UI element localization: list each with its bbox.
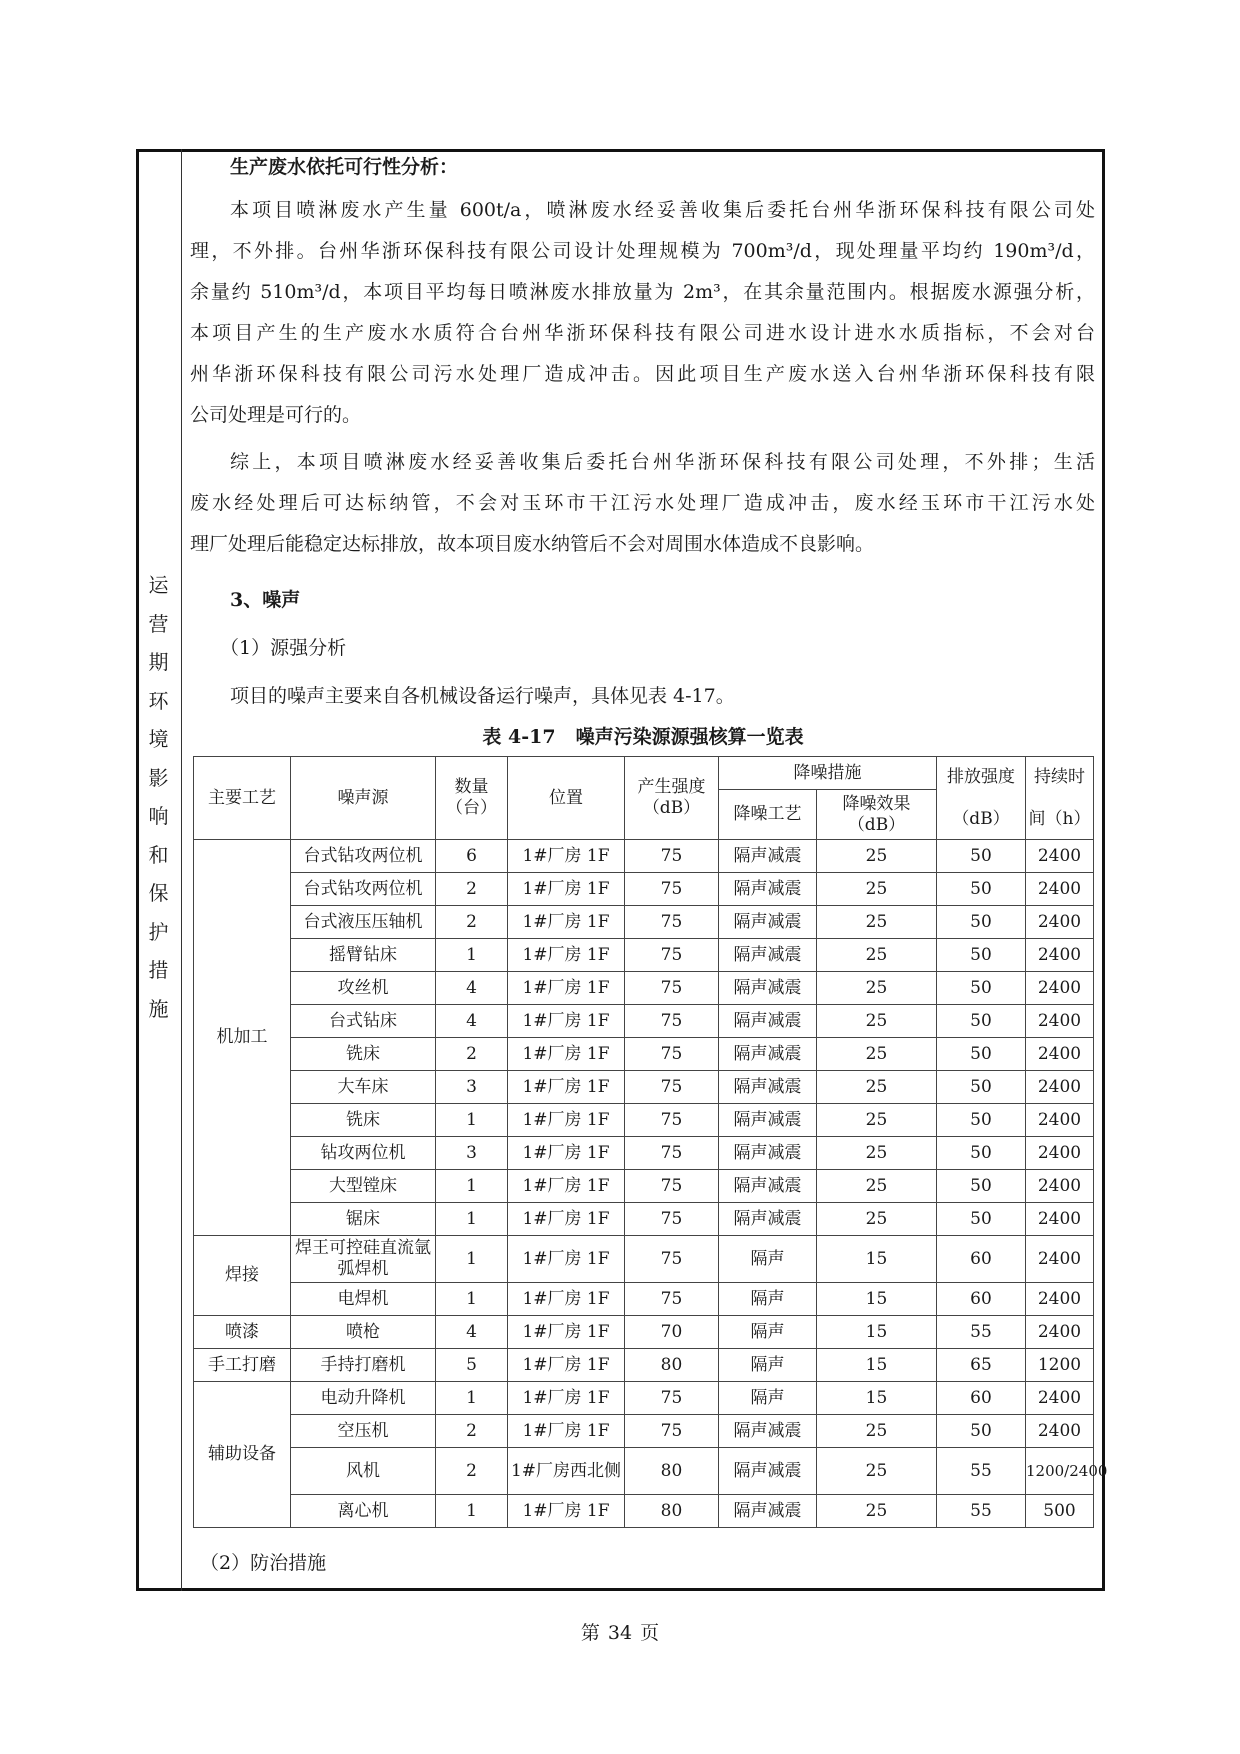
side-label-char: 影 [148,765,169,790]
level-cell: 75 [625,939,719,972]
level-cell: 75 [625,840,719,873]
qty-cell: 2 [436,906,508,939]
side-label-char: 和 [148,842,169,867]
duration-cell: 2400 [1026,840,1094,873]
side-label-char: 响 [148,804,169,828]
level-cell: 75 [625,906,719,939]
side-label-vertical [136,566,181,1028]
duration-cell: 2400 [1026,1071,1094,1104]
qty-cell: 1 [436,1203,508,1236]
level-cell: 75 [625,1005,719,1038]
side-label-char: 营 [148,611,169,636]
source-cell: 钻攻两位机 [291,1137,436,1170]
table-row [194,1236,1094,1283]
measure-cell: 隔声 [719,1236,817,1283]
duration-cell: 2400 [1026,873,1094,906]
emission-cell: 50 [937,1071,1026,1104]
effect-cell: 15 [817,1349,937,1382]
table-row [194,1137,1094,1170]
level-cell: 75 [625,1382,719,1415]
source-cell: 空压机 [291,1415,436,1448]
duration-cell: 500 [1026,1495,1094,1528]
emission-cell: 50 [937,1170,1026,1203]
duration-cell: 2400 [1026,1137,1094,1170]
qty-cell: 1 [436,1495,508,1528]
emission-cell: 60 [937,1236,1026,1283]
location-cell: 1#厂房 1F [508,1203,625,1236]
qty-cell: 3 [436,1071,508,1104]
noise-intro: 项目的噪声主要来自各机械设备运行噪声，具体见表 4-17。 [230,685,735,707]
table-caption [193,722,1093,752]
level-cell: 80 [625,1495,719,1528]
location-cell: 1#厂房 1F [508,1349,625,1382]
table-row [194,1415,1094,1448]
emission-cell: 50 [937,939,1026,972]
para1_lines-line: 本项目产生的生产废水水质符合台州华浙环保科技有限公司进水设计进水水质指标，不会对台 [190,322,1095,344]
header-location: 位置 [508,757,625,840]
table-row [194,1283,1094,1316]
para2_lines-line: 理厂处理后能稳定达标排放，故本项目废水纳管后不会对周围水体造成不良影响。 [190,533,875,555]
qty-cell: 2 [436,1415,508,1448]
table-row [194,840,1094,873]
para1_lines-line: 余量约 510m³/d，本项目平均每日喷淋废水排放量为 2m³，在其余量范围内。根据废水源强分析， [190,281,1095,303]
level-cell: 75 [625,1071,719,1104]
effect-cell: 15 [817,1382,937,1415]
effect-cell: 25 [817,1071,937,1104]
page-number: 第 34 页 [580,1622,660,1644]
measure-cell: 隔声减震 [719,1005,817,1038]
side-label-char: 措 [148,958,169,982]
effect-cell: 25 [817,1203,937,1236]
qty-cell: 2 [436,1448,508,1495]
process-cell: 喷漆 [194,1316,291,1349]
qty-cell: 1 [436,1283,508,1316]
process-cell: 手工打磨 [194,1349,291,1382]
header-quantity: 数量 （台） [436,757,508,840]
level-cell: 75 [625,1104,719,1137]
measure-cell: 隔声 [719,1283,817,1316]
measure-cell: 隔声减震 [719,1203,817,1236]
qty-cell: 1 [436,1170,508,1203]
effect-cell: 25 [817,1137,937,1170]
qty-cell: 4 [436,972,508,1005]
location-cell: 1#厂房 1F [508,1005,625,1038]
source-cell: 手持打磨机 [291,1349,436,1382]
source-cell: 大车床 [291,1071,436,1104]
measure-cell: 隔声 [719,1382,817,1415]
source-cell: 风机 [291,1448,436,1495]
qty-cell: 6 [436,840,508,873]
duration-cell: 2400 [1026,972,1094,1005]
level-cell: 75 [625,1236,719,1283]
measure-cell: 隔声减震 [719,1448,817,1495]
side-label-char: 保 [148,881,169,905]
emission-cell: 55 [937,1316,1026,1349]
duration-cell: 2400 [1026,1236,1094,1283]
duration-cell: 2400 [1026,1170,1094,1203]
header-measures: 降噪措施 [719,757,937,790]
source-cell: 离心机 [291,1495,436,1528]
effect-cell: 25 [817,939,937,972]
column-divider [181,149,182,1591]
level-cell: 75 [625,873,719,906]
table-row [194,972,1094,1005]
duration-cell: 2400 [1026,1104,1094,1137]
effect-cell: 25 [817,906,937,939]
para1_lines-line: 理，不外排。台州华浙环保科技有限公司设计处理规模为 700m³/d，现处理量平均约 190m³/d， [190,240,1095,262]
effect-cell: 25 [817,873,937,906]
source-cell: 大型镗床 [291,1170,436,1203]
table-number: 表 4-17 [482,726,556,748]
location-cell: 1#厂房西北侧 [508,1448,625,1495]
effect-cell: 25 [817,1038,937,1071]
level-cell: 75 [625,1203,719,1236]
duration-cell: 1200/2400 [1026,1448,1094,1495]
header-process: 主要工艺 [194,757,291,840]
level-cell: 75 [625,1170,719,1203]
feasibility-heading: 生产废水依托可行性分析： [230,156,459,178]
duration-cell: 2400 [1026,1316,1094,1349]
process-cell: 机加工 [194,840,291,1236]
qty-cell: 1 [436,1236,508,1283]
measure-cell: 隔声减震 [719,873,817,906]
emission-cell: 50 [937,972,1026,1005]
qty-cell: 2 [436,873,508,906]
effect-cell: 25 [817,1005,937,1038]
location-cell: 1#厂房 1F [508,1170,625,1203]
source-cell: 摇臂钻床 [291,939,436,972]
location-cell: 1#厂房 1F [508,1283,625,1316]
measure-cell: 隔声减震 [719,1137,817,1170]
level-cell: 75 [625,972,719,1005]
qty-cell: 1 [436,1104,508,1137]
side-label-char: 期 [148,650,169,674]
duration-cell: 2400 [1026,1203,1094,1236]
header-level: 产生强度 （dB） [625,757,719,840]
location-cell: 1#厂房 1F [508,939,625,972]
process-cell: 焊接 [194,1236,291,1316]
table-row [194,1104,1094,1137]
source-cell: 攻丝机 [291,972,436,1005]
effect-cell: 25 [817,1104,937,1137]
effect-cell: 25 [817,840,937,873]
table-row [194,906,1094,939]
table-title: 噪声污染源源强核算一览表 [575,726,804,748]
process-cell: 辅助设备 [194,1382,291,1528]
header-source: 噪声源 [291,757,436,840]
measure-cell: 隔声减震 [719,1038,817,1071]
side-label-char: 护 [148,919,169,944]
emission-cell: 50 [937,1104,1026,1137]
measure-cell: 隔声减震 [719,972,817,1005]
qty-cell: 4 [436,1316,508,1349]
table-row [194,1316,1094,1349]
location-cell: 1#厂房 1F [508,1236,625,1283]
side-label-char: 境 [148,727,169,751]
effect-cell: 25 [817,1495,937,1528]
location-cell: 1#厂房 1F [508,1071,625,1104]
table-row [194,1495,1094,1528]
source-cell: 焊王可控硅直流氩弧焊机 [291,1236,436,1283]
location-cell: 1#厂房 1F [508,1137,625,1170]
effect-cell: 25 [817,1170,937,1203]
level-cell: 70 [625,1316,719,1349]
location-cell: 1#厂房 1F [508,1316,625,1349]
prevention-subheading: （2）防治措施 [200,1552,327,1574]
emission-cell: 50 [937,840,1026,873]
table-row [194,873,1094,906]
measure-cell: 隔声减震 [719,939,817,972]
source-cell: 台式钻攻两位机 [291,873,436,906]
location-cell: 1#厂房 1F [508,972,625,1005]
header-effect: 降噪效果 （dB） [817,790,937,840]
location-cell: 1#厂房 1F [508,1495,625,1528]
measure-cell: 隔声减震 [719,1495,817,1528]
measure-cell: 隔声 [719,1349,817,1382]
measure-cell: 隔声减震 [719,906,817,939]
qty-cell: 5 [436,1349,508,1382]
table-header-row [194,757,1094,790]
qty-cell: 3 [436,1137,508,1170]
effect-cell: 25 [817,1448,937,1495]
source-cell: 台式钻床 [291,1005,436,1038]
measure-cell: 隔声减震 [719,840,817,873]
duration-cell: 2400 [1026,1283,1094,1316]
effect-cell: 25 [817,972,937,1005]
duration-cell: 2400 [1026,906,1094,939]
qty-cell: 4 [436,1005,508,1038]
emission-cell: 65 [937,1349,1026,1382]
emission-cell: 50 [937,1038,1026,1071]
effect-cell: 15 [817,1236,937,1283]
noise-source-table [193,756,1108,1528]
emission-cell: 60 [937,1382,1026,1415]
effect-cell: 15 [817,1283,937,1316]
table-row [194,939,1094,972]
qty-cell: 1 [436,939,508,972]
location-cell: 1#厂房 1F [508,1382,625,1415]
effect-cell: 15 [817,1316,937,1349]
emission-cell: 50 [937,906,1026,939]
measure-cell: 隔声减震 [719,1170,817,1203]
para2_lines-line: 废水经处理后可达标纳管，不会对玉环市干江污水处理厂造成冲击，废水经玉环市干江污水处 [190,492,1095,514]
table-row [194,1382,1094,1415]
side-label-char: 运 [148,573,169,597]
measure-cell: 隔声 [719,1316,817,1349]
level-cell: 75 [625,1283,719,1316]
measure-cell: 隔声减震 [719,1415,817,1448]
table-row [194,1448,1094,1495]
effect-cell: 25 [817,1415,937,1448]
table-row [194,1038,1094,1071]
measure-cell: 隔声减震 [719,1104,817,1137]
location-cell: 1#厂房 1F [508,1104,625,1137]
source-cell: 喷枪 [291,1316,436,1349]
location-cell: 1#厂房 1F [508,840,625,873]
emission-cell: 55 [937,1448,1026,1495]
source-cell: 铣床 [291,1104,436,1137]
source-cell: 铣床 [291,1038,436,1071]
emission-cell: 50 [937,1203,1026,1236]
level-cell: 80 [625,1448,719,1495]
side-label-char: 施 [148,996,169,1021]
level-cell: 75 [625,1137,719,1170]
level-cell: 80 [625,1349,719,1382]
table-row [194,1170,1094,1203]
para1_lines-line: 州华浙环保科技有限公司污水处理厂造成冲击。因此项目生产废水送入台州华浙环保科技有限 [190,363,1095,385]
emission-cell: 50 [937,1415,1026,1448]
para1_lines-line: 本项目喷淋废水产生量 600t/a，喷淋废水经妥善收集后委托台州华浙环保科技有限公司处 [230,199,1095,221]
header-measure-type: 降噪工艺 [719,790,817,840]
source-cell: 锯床 [291,1203,436,1236]
emission-cell: 50 [937,1005,1026,1038]
duration-cell: 1200 [1026,1349,1094,1382]
emission-cell: 50 [937,873,1026,906]
location-cell: 1#厂房 1F [508,873,625,906]
duration-cell: 2400 [1026,1005,1094,1038]
noise-heading: 3、噪声 [230,589,301,611]
source-cell: 电动升降机 [291,1382,436,1415]
emission-cell: 60 [937,1283,1026,1316]
para2_lines-line: 综上，本项目喷淋废水经妥善收集后委托台州华浙环保科技有限公司处理，不外排；生活 [230,451,1095,473]
duration-cell: 2400 [1026,939,1094,972]
table-row [194,1203,1094,1236]
qty-cell: 2 [436,1038,508,1071]
side-label-char: 环 [148,688,169,713]
header-emission: 排放强度 （dB） [937,757,1026,840]
duration-cell: 2400 [1026,1038,1094,1071]
source-analysis-subheading: （1）源强分析 [220,637,347,659]
table-row [194,1005,1094,1038]
duration-cell: 2400 [1026,1382,1094,1415]
table-row [194,1349,1094,1382]
source-cell: 台式钻攻两位机 [291,840,436,873]
location-cell: 1#厂房 1F [508,1038,625,1071]
level-cell: 75 [625,1038,719,1071]
header-duration: 持续时 间（h） [1026,757,1094,840]
source-cell: 台式液压压轴机 [291,906,436,939]
level-cell: 75 [625,1415,719,1448]
qty-cell: 1 [436,1382,508,1415]
location-cell: 1#厂房 1F [508,906,625,939]
duration-cell: 2400 [1026,1415,1094,1448]
location-cell: 1#厂房 1F [508,1415,625,1448]
table-row [194,1071,1094,1104]
source-cell: 电焊机 [291,1283,436,1316]
measure-cell: 隔声减震 [719,1071,817,1104]
emission-cell: 55 [937,1495,1026,1528]
emission-cell: 50 [937,1137,1026,1170]
para1_lines-line: 公司处理是可行的。 [190,404,362,426]
